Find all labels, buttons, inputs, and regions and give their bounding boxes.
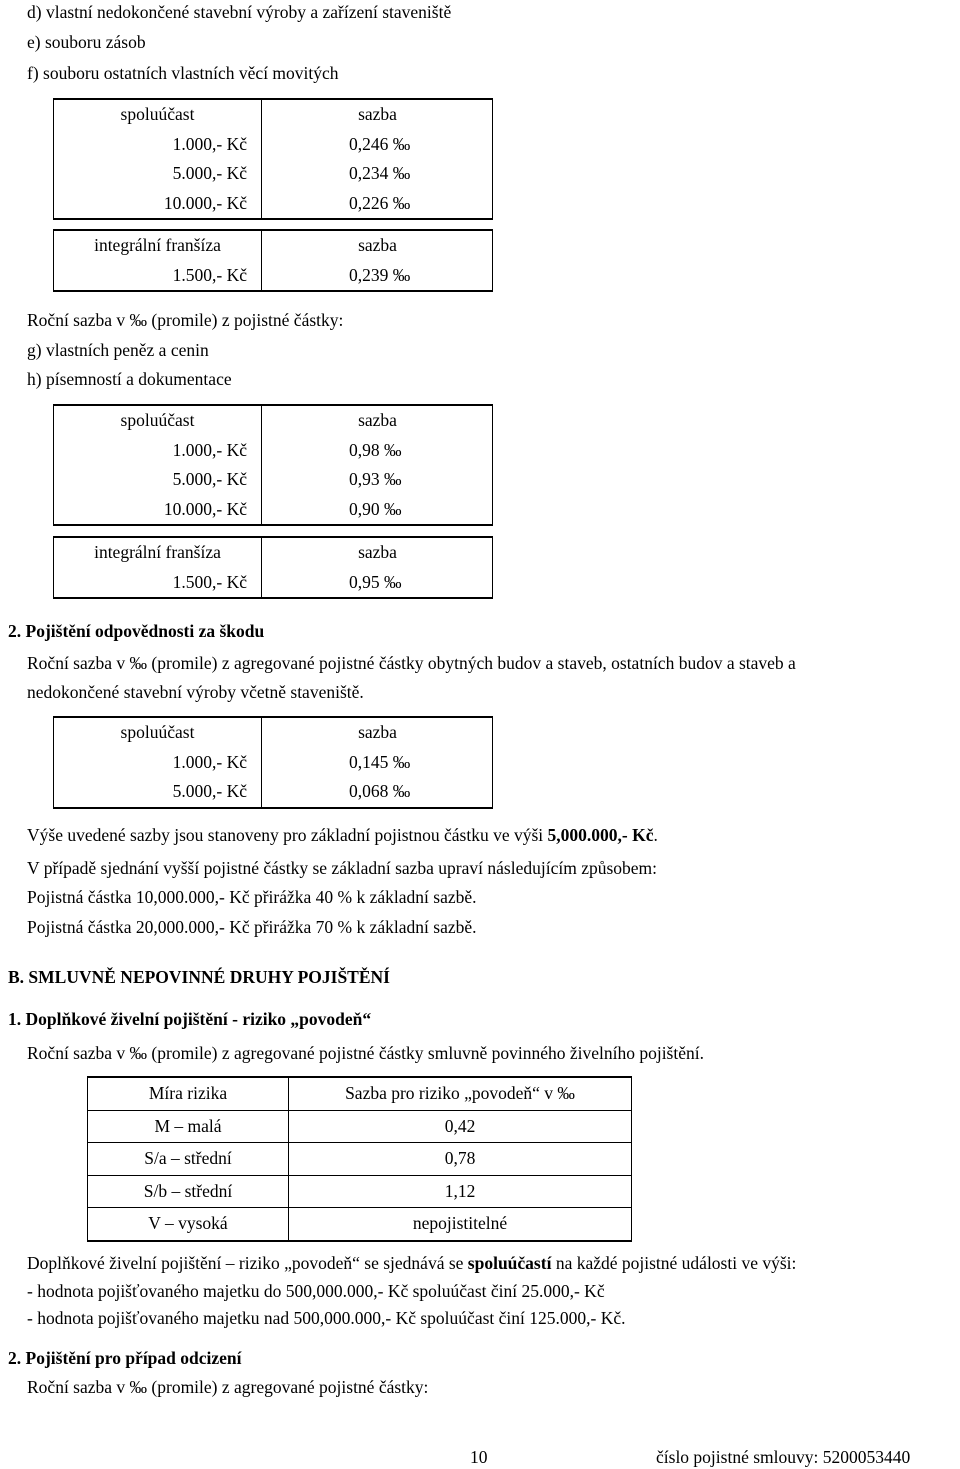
liability-text-line-1: Roční sazba v ‰ (promile) z agregované pojistné částky obytných budov a staveb, ostatních budov a staveb a bbox=[27, 653, 796, 673]
table-header-row bbox=[54, 100, 492, 130]
rate-cell: 0,95 ‰ bbox=[349, 571, 402, 592]
risk-level-cell: M – malá bbox=[88, 1110, 289, 1143]
surcharge-line-2: Pojistná částka 20,000.000,- Kč přirážka 70 % k základní sazbě. bbox=[27, 917, 477, 937]
page-number: 10 bbox=[470, 1447, 488, 1467]
rate-table-2 bbox=[53, 404, 493, 526]
deductible-cell: 5.000,- Kč bbox=[172, 781, 247, 801]
column-header-franchise: integrální franšíza bbox=[94, 542, 221, 562]
risk-rate-cell: 0,42 bbox=[289, 1110, 632, 1143]
rate-cell: 0,93 ‰ bbox=[349, 469, 402, 489]
franchise-table-2 bbox=[53, 536, 493, 599]
base-amount-note bbox=[27, 824, 658, 846]
rate-cell: 0,234 ‰ bbox=[349, 163, 411, 183]
franchise-cell: 1.500,- Kč bbox=[172, 264, 247, 285]
column-header-rate: sazba bbox=[358, 722, 397, 742]
table-row bbox=[54, 495, 492, 525]
column-header-deductible: spoluúčast bbox=[120, 104, 195, 124]
column-header-rate: sazba bbox=[358, 542, 397, 562]
table-header-row bbox=[54, 538, 492, 568]
table-row bbox=[54, 189, 492, 219]
rate-cell: 0,068 ‰ bbox=[349, 781, 411, 801]
deductible-cell: 10.000,- Kč bbox=[163, 192, 247, 213]
column-header-flood-rate: Sazba pro riziko „povodeň“ v ‰ bbox=[289, 1077, 632, 1110]
rate-cell: 0,90 ‰ bbox=[349, 498, 402, 519]
column-header-franchise: integrální franšíza bbox=[94, 235, 221, 255]
list-item-g: g) vlastních peněz a cenin bbox=[27, 340, 209, 360]
table-row bbox=[54, 436, 492, 466]
subsection-heading-flood: 1. Doplňkové živelní pojištění - riziko „povodeň“ bbox=[8, 1009, 372, 1029]
column-header-deductible: spoluúčast bbox=[120, 410, 195, 430]
table-row bbox=[88, 1175, 632, 1208]
rate-table-3 bbox=[53, 716, 493, 809]
list-item-h: h) písemností a dokumentace bbox=[27, 369, 232, 389]
table-header-row bbox=[88, 1077, 632, 1110]
rate-cell: 0,145 ‰ bbox=[349, 751, 411, 772]
table-row bbox=[88, 1110, 632, 1143]
rate-table-1 bbox=[53, 98, 493, 220]
table-row bbox=[88, 1143, 632, 1176]
column-header-risk-level: Míra rizika bbox=[88, 1077, 289, 1110]
deductible-cell: 10.000,- Kč bbox=[163, 498, 247, 519]
higher-amount-note: V případě sjednání vyšší pojistné částky se základní sazba upraví následujícím způsobem: bbox=[27, 858, 658, 878]
risk-level-cell: S/a – střední bbox=[88, 1143, 289, 1176]
deductible-cell: 5.000,- Kč bbox=[172, 163, 247, 183]
surcharge-line-1: Pojistná částka 10,000.000,- Kč přirážka 40 % k základní sazbě. bbox=[27, 887, 477, 907]
flood-intro-text: Roční sazba v ‰ (promile) z agregované pojistné částky smluvně povinného živelního pojištění. bbox=[27, 1043, 704, 1063]
contract-number: číslo pojistné smlouvy: 5200053440 bbox=[656, 1447, 911, 1467]
base-note-prefix: Výše uvedené sazby jsou stanoveny pro základní pojistnou částku ve výši bbox=[27, 825, 548, 845]
column-header-rate: sazba bbox=[358, 104, 397, 124]
franchise-table-1 bbox=[53, 229, 493, 292]
flood-deductible-line-2: - hodnota pojišťovaného majetku nad 500,000.000,- Kč spoluúčast činí 125.000,- Kč. bbox=[27, 1308, 626, 1328]
table-row bbox=[54, 748, 492, 778]
rate-cell: 0,246 ‰ bbox=[349, 133, 411, 154]
section-heading-b: B. SMLUVNĚ NEPOVINNÉ DRUHY POJIŠTĚNÍ bbox=[8, 967, 390, 987]
liability-text-line-2: nedokončené stavební výroby včetně staveniště. bbox=[27, 682, 364, 702]
rate-cell: 0,226 ‰ bbox=[349, 192, 411, 213]
risk-rate-cell: 1,12 bbox=[289, 1175, 632, 1208]
list-item-f: f) souboru ostatních vlastních věcí movitých bbox=[27, 63, 339, 83]
risk-rate-cell: nepojistitelné bbox=[289, 1208, 632, 1241]
list-item-d: d) vlastní nedokončené stavební výroby a zařízení staveniště bbox=[27, 2, 452, 22]
column-header-rate: sazba bbox=[358, 235, 397, 255]
deductible-cell: 1.000,- Kč bbox=[172, 133, 247, 154]
flood-deductible-line-1: - hodnota pojišťovaného majetku do 500,000.000,- Kč spoluúčast činí 25.000,- Kč bbox=[27, 1281, 605, 1301]
rate-cell: 0,239 ‰ bbox=[349, 264, 411, 285]
theft-intro-text: Roční sazba v ‰ (promile) z agregované pojistné částky: bbox=[27, 1377, 429, 1397]
table-row bbox=[54, 568, 492, 598]
flood-note-suffix: na každé pojistné události ve výši: bbox=[551, 1253, 797, 1273]
flood-deductible-note bbox=[27, 1252, 796, 1274]
table-row bbox=[54, 130, 492, 160]
subsection-heading-theft: 2. Pojištění pro případ odcizení bbox=[8, 1348, 242, 1368]
list-item-e: e) souboru zásob bbox=[27, 32, 146, 52]
risk-rate-cell: 0,78 bbox=[289, 1143, 632, 1176]
table-header-row bbox=[54, 231, 492, 261]
table-header-row bbox=[54, 718, 492, 748]
risk-level-cell: S/b – střední bbox=[88, 1175, 289, 1208]
deductible-cell: 1.000,- Kč bbox=[172, 439, 247, 460]
risk-level-cell: V – vysoká bbox=[88, 1208, 289, 1241]
flood-note-bold: spoluúčastí bbox=[467, 1253, 552, 1273]
base-note-suffix: . bbox=[653, 825, 658, 845]
rate-intro-text: Roční sazba v ‰ (promile) z pojistné částky: bbox=[27, 310, 344, 330]
table-row bbox=[54, 777, 492, 807]
franchise-cell: 1.500,- Kč bbox=[172, 571, 247, 592]
base-amount-value: 5,000.000,- Kč bbox=[547, 825, 654, 845]
flood-risk-table bbox=[87, 1076, 632, 1242]
rate-cell: 0,98 ‰ bbox=[349, 439, 402, 460]
table-row bbox=[54, 159, 492, 189]
flood-note-prefix: Doplňkové živelní pojištění – riziko „povodeň“ se sjednává se bbox=[27, 1253, 468, 1273]
deductible-cell: 5.000,- Kč bbox=[172, 469, 247, 489]
column-header-deductible: spoluúčast bbox=[120, 722, 195, 742]
table-row bbox=[88, 1208, 632, 1241]
column-header-rate: sazba bbox=[358, 410, 397, 430]
section-heading-liability: 2. Pojištění odpovědnosti za škodu bbox=[8, 621, 265, 641]
table-row bbox=[54, 465, 492, 495]
table-row bbox=[54, 261, 492, 291]
deductible-cell: 1.000,- Kč bbox=[172, 751, 247, 772]
table-header-row bbox=[54, 406, 492, 436]
